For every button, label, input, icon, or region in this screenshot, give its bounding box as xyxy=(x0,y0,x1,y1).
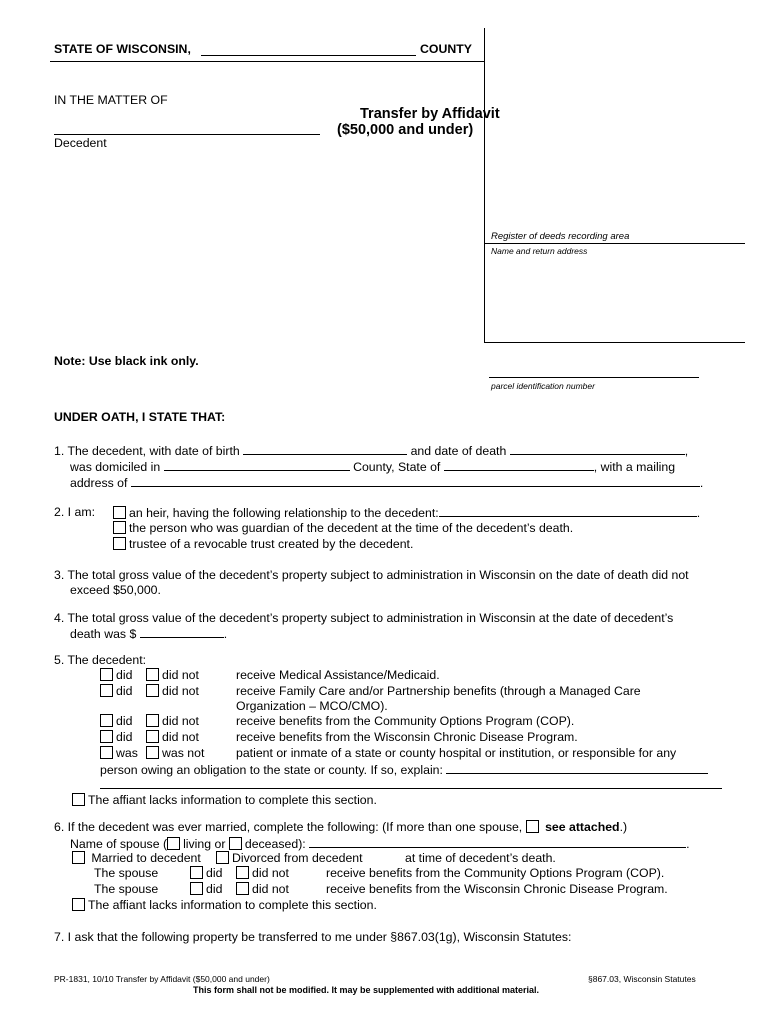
item2-opt2: the person who was guardian of the decedent at the time of the decedent’s death. xyxy=(113,521,573,535)
item6-lead: 6. If the decedent was ever married, complete the following: (If more than one spouse, see attached.) xyxy=(54,820,628,834)
item6-spouse-cop-did: did xyxy=(190,866,222,880)
married-checkbox[interactable] xyxy=(72,851,85,864)
wcdp-didnot-checkbox[interactable] xyxy=(146,730,159,743)
item5-row-hospital-text: patient or inmate of a state or county hospital or institution, or responsible for any xyxy=(236,746,677,760)
dod-field[interactable] xyxy=(510,443,685,455)
recording-area-label: Register of deeds recording area xyxy=(491,231,630,242)
item6-spouse-wcdp-did: did xyxy=(190,882,222,896)
item6-at-time: at time of decedent’s death. xyxy=(405,851,556,865)
mailing-address-field[interactable] xyxy=(131,475,700,487)
item5-lead: 5. The decedent: xyxy=(54,653,147,667)
note: Note: Use black ink only. xyxy=(54,354,199,368)
dob-field[interactable] xyxy=(243,443,407,455)
item5-row-medicaid-text: receive Medical Assistance/Medicaid. xyxy=(236,668,440,682)
item5-row-hospital-b: was not xyxy=(146,746,204,760)
medicaid-didnot-checkbox[interactable] xyxy=(146,668,159,681)
explain-field-line2[interactable] xyxy=(100,788,722,789)
item6-spouse-cop-label: The spouse xyxy=(94,866,159,880)
item6-spouse-wcdp-didnot: did not xyxy=(236,882,289,896)
item5-row-wcdp-text: receive benefits from the Wisconsin Chronic Disease Program. xyxy=(236,730,578,744)
familycare-did-checkbox[interactable] xyxy=(100,684,113,697)
item3-line2: exceed $50,000. xyxy=(70,583,161,597)
domicile-county-field[interactable] xyxy=(164,459,350,471)
hospital-wasnot-checkbox[interactable] xyxy=(146,746,159,759)
item5-row-wcdp-b: did not xyxy=(146,730,199,744)
item1-line2: was domiciled in County, State of , with a mailing xyxy=(70,460,676,474)
decedent-label: Decedent xyxy=(54,136,107,150)
relationship-field[interactable] xyxy=(439,505,697,517)
item5-row-medicaid-b: did not xyxy=(146,668,199,682)
recording-area-border xyxy=(484,28,485,342)
spouse-name-field[interactable] xyxy=(309,836,686,848)
see-attached-checkbox[interactable] xyxy=(526,820,539,833)
item3-line1: 3. The total gross value of the decedent’s property subject to administration in Wisconsin on the date of death did not xyxy=(54,568,689,582)
hospital-was-checkbox[interactable] xyxy=(100,746,113,759)
decedent-name-field[interactable] xyxy=(54,134,320,135)
item7: 7. I ask that the following property be transferred to me under §867.03(1g), Wisconsin Statutes: xyxy=(54,930,572,944)
item5-lacks: The affiant lacks information to complete this section. xyxy=(72,793,377,807)
state-label: STATE OF WISCONSIN, xyxy=(54,42,191,56)
item6-marital: Married to decedent xyxy=(72,851,201,865)
item5-row-familycare-text: receive Family Care and/or Partnership benefits (through a Managed Care xyxy=(236,684,641,698)
item5-lacks-checkbox[interactable] xyxy=(72,793,85,806)
header-divider xyxy=(50,61,484,62)
heir-checkbox[interactable] xyxy=(113,506,126,519)
item4-line1: 4. The total gross value of the decedent’s property subject to administration in Wisconsin at the date of decedent’s xyxy=(54,611,674,625)
recording-divider xyxy=(484,243,745,244)
item5-row-wcdp: did xyxy=(100,730,132,744)
trustee-checkbox[interactable] xyxy=(113,537,126,550)
footer-form-id: PR-1831, 10/10 Transfer by Affidavit ($50,000 and under) xyxy=(54,974,270,984)
parcel-field[interactable] xyxy=(489,377,699,378)
item2-opt3: trustee of a revocable trust created by the decedent. xyxy=(113,537,413,551)
county-label: COUNTY xyxy=(420,42,472,56)
in-matter-of: IN THE MATTER OF xyxy=(54,93,168,107)
item6-spouse-wcdp-text: receive benefits from the Wisconsin Chronic Disease Program. xyxy=(326,882,668,896)
guardian-checkbox[interactable] xyxy=(113,521,126,534)
item6-spouse-cop-didnot: did not xyxy=(236,866,289,880)
item5-row-cop: did xyxy=(100,714,132,728)
item4-line2: death was $ . xyxy=(70,627,228,641)
item5-explain: person owing an obligation to the state or county. If so, explain: xyxy=(100,762,708,777)
item5-row-familycare: did xyxy=(100,684,132,698)
item2-lead: 2. I am: xyxy=(54,505,96,519)
spouse-wcdp-didnot-checkbox[interactable] xyxy=(236,882,249,895)
name-return-label: Name and return address xyxy=(491,246,588,256)
gross-value-field[interactable] xyxy=(140,626,224,638)
footer-statute: §867.03, Wisconsin Statutes xyxy=(588,974,696,984)
item6-spouse-cop-text: receive benefits from the Community Options Program (COP). xyxy=(326,866,665,880)
wcdp-did-checkbox[interactable] xyxy=(100,730,113,743)
oath-heading: UNDER OATH, I STATE THAT: xyxy=(54,410,226,424)
state-field[interactable] xyxy=(444,459,594,471)
item6-spouse-wcdp-label: The spouse xyxy=(94,882,159,896)
item5-row-cop-text: receive benefits from the Community Options Program (COP). xyxy=(236,714,575,728)
parcel-label: parcel identification number xyxy=(491,381,595,391)
item5-row-hospital: was xyxy=(100,746,138,760)
county-field[interactable] xyxy=(201,55,416,56)
form-subtitle: ($50,000 and under) xyxy=(337,122,474,138)
explain-field[interactable] xyxy=(446,762,708,774)
item5-row-medicaid: did xyxy=(100,668,132,682)
form-title: Transfer by Affidavit xyxy=(360,106,500,122)
item6-lacks-checkbox[interactable] xyxy=(72,898,85,911)
familycare-didnot-checkbox[interactable] xyxy=(146,684,159,697)
spouse-cop-did-checkbox[interactable] xyxy=(190,866,203,879)
footer-notice: This form shall not be modified. It may be supplemented with additional material. xyxy=(193,985,540,995)
spouse-cop-didnot-checkbox[interactable] xyxy=(236,866,249,879)
medicaid-did-checkbox[interactable] xyxy=(100,668,113,681)
item6-lacks: The affiant lacks information to complete this section. xyxy=(72,898,377,912)
living-checkbox[interactable] xyxy=(167,837,180,850)
cop-didnot-checkbox[interactable] xyxy=(146,714,159,727)
item1-line3: address of . xyxy=(70,476,704,490)
item5-row-familycare-text2: Organization – MCO/CMO). xyxy=(236,699,388,713)
cop-did-checkbox[interactable] xyxy=(100,714,113,727)
spouse-wcdp-did-checkbox[interactable] xyxy=(190,882,203,895)
item5-row-cop-b: did not xyxy=(146,714,199,728)
item2-opt1: an heir, having the following relationship to the decedent: . xyxy=(113,505,700,520)
recording-area-bottom xyxy=(484,342,745,343)
item6-spouse-name: Name of spouse ( living or deceased): . xyxy=(70,837,690,851)
deceased-checkbox[interactable] xyxy=(229,837,242,850)
item1-line1: 1. The decedent, with date of birth and date of death , xyxy=(54,444,689,458)
divorced-checkbox[interactable] xyxy=(216,851,229,864)
item5-row-familycare-b: did not xyxy=(146,684,199,698)
item6-divorced: Divorced from decedent xyxy=(216,851,363,865)
